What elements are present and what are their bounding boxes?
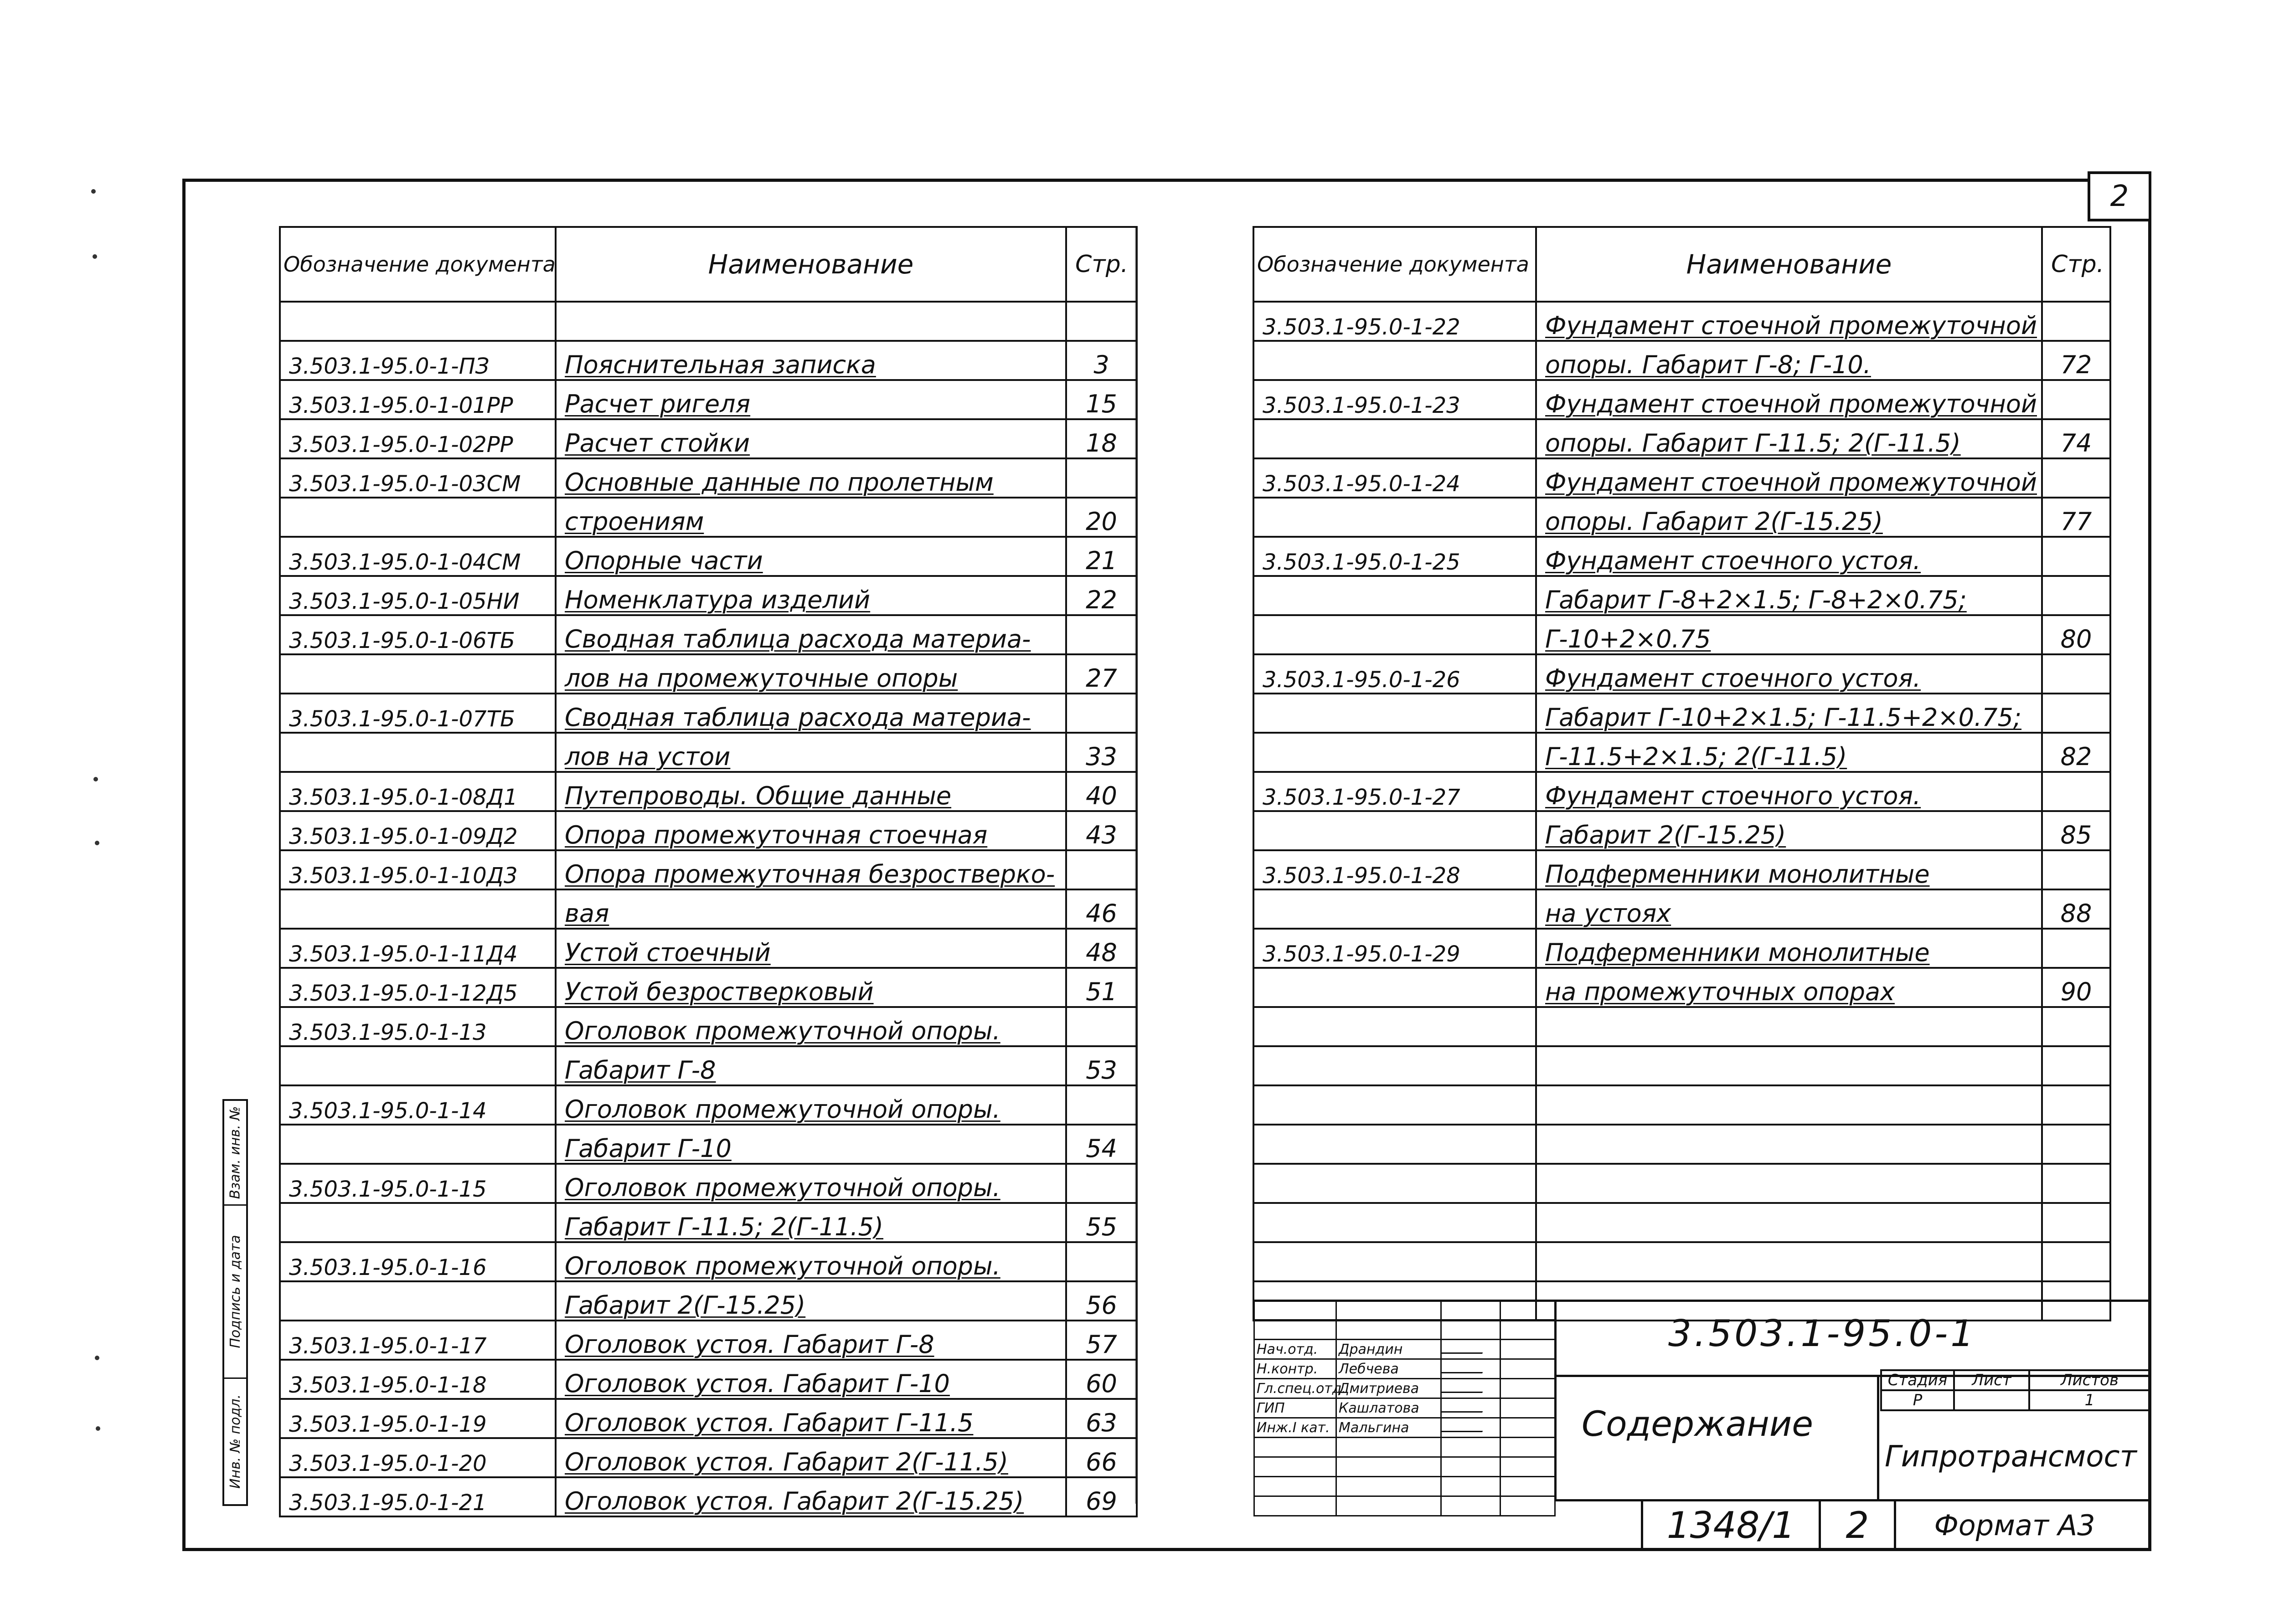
- document-name: Оголовок промежуточной опоры.: [556, 1007, 1066, 1046]
- document-name: опоры. Габарит Г-11.5; 2(Г-11.5): [1536, 419, 2042, 458]
- page-number: [2042, 1242, 2110, 1281]
- page-number: [2042, 694, 2110, 733]
- document-name: лов на промежуточные опоры: [556, 654, 1066, 694]
- document-code: 3.503.1-95.0-1-23: [1253, 380, 1536, 419]
- page-number: 46: [1066, 889, 1137, 929]
- document-code: [1253, 694, 1536, 733]
- page-number: 48: [1066, 929, 1137, 968]
- document-name: на устоях: [1536, 889, 2042, 929]
- page-number: [2042, 302, 2110, 341]
- document-code: 3.503.1-95.0-1-22: [1253, 302, 1536, 341]
- stage-header: Стадия: [1881, 1370, 1954, 1390]
- table-row: [1253, 968, 2110, 1007]
- document-name: [1536, 1046, 2042, 1085]
- page-number: [2042, 654, 2110, 694]
- table-row: [280, 302, 1137, 341]
- document-code: [280, 733, 556, 772]
- page-number: 43: [1066, 811, 1137, 850]
- table-row: [1253, 850, 2110, 889]
- page-number: 40: [1066, 772, 1137, 811]
- document-name: [1536, 1164, 2042, 1203]
- page-number: 51: [1066, 968, 1137, 1007]
- table-row: [280, 458, 1137, 498]
- table-row: [1253, 498, 2110, 537]
- table-row: [280, 889, 1137, 929]
- table-row: [1253, 733, 2110, 772]
- table-row: [280, 1164, 1137, 1203]
- table-row: [280, 1125, 1137, 1164]
- document-code: [1253, 1164, 1536, 1203]
- page-number: [2042, 458, 2110, 498]
- table-row: [1253, 694, 2110, 733]
- document-name: Фундамент стоечного устоя.: [1536, 537, 2042, 576]
- contents-table-right: [1253, 226, 2111, 1321]
- document-name: Сводная таблица расхода материа-: [556, 694, 1066, 733]
- document-name: Оголовок устоя. Габарит Г-11.5: [556, 1399, 1066, 1438]
- scan-speck: [91, 189, 96, 194]
- page-number: [1066, 1242, 1137, 1281]
- table-row: [280, 1085, 1137, 1125]
- document-code: 3.503.1-95.0-1-01РР: [280, 380, 556, 419]
- contents-rows-right: [1253, 302, 2110, 1321]
- document-name: Расчет ригеля: [556, 380, 1066, 419]
- document-name: Габарит Г-8+2×1.5; Г-8+2×0.75;: [1536, 576, 2042, 615]
- side-label-signature-date: Подпись и дата: [224, 1206, 246, 1379]
- document-code: 3.503.1-95.0-1-21: [280, 1477, 556, 1516]
- person-name: Кашлатова: [1336, 1398, 1441, 1418]
- page-number: [1066, 302, 1137, 341]
- document-name: Пояснительная записка: [556, 341, 1066, 380]
- page-number: 69: [1066, 1477, 1137, 1516]
- table-row: [280, 654, 1137, 694]
- document-name: вая: [556, 889, 1066, 929]
- document-code: [1253, 1203, 1536, 1242]
- person-name: Лебчева: [1336, 1359, 1441, 1379]
- role-label: Нач.отд.: [1254, 1340, 1336, 1359]
- document-code: [1253, 968, 1536, 1007]
- document-name: Габарит Г-8: [556, 1046, 1066, 1085]
- table-row: [280, 1281, 1137, 1321]
- page-number: 56: [1066, 1281, 1137, 1321]
- document-name: Оголовок устоя. Габарит Г-10: [556, 1360, 1066, 1399]
- document-code: 3.503.1-95.0-1-25: [1253, 537, 1536, 576]
- document-name: опоры. Габарит 2(Г-15.25): [1536, 498, 2042, 537]
- document-code: [280, 889, 556, 929]
- document-name: [1536, 1125, 2042, 1164]
- contents-table-left: [279, 226, 1138, 1517]
- role-label: Гл.спец.отд.: [1254, 1379, 1336, 1398]
- document-code: 3.503.1-95.0-1-14: [280, 1085, 556, 1125]
- page-number: 54: [1066, 1125, 1137, 1164]
- bottom-sheet-number: 2: [1819, 1499, 1896, 1551]
- table-row: [280, 615, 1137, 654]
- table-row: [1253, 929, 2110, 968]
- document-name: Оголовок устоя. Габарит Г-8: [556, 1321, 1066, 1360]
- document-name: Оголовок устоя. Габарит 2(Г-15.25): [556, 1477, 1066, 1516]
- page-number: [1066, 615, 1137, 654]
- scan-speck: [93, 777, 98, 781]
- table-row: [1253, 1164, 2110, 1203]
- table-row: [280, 811, 1137, 850]
- document-name: Фундамент стоечного устоя.: [1536, 772, 2042, 811]
- page-number: 74: [2042, 419, 2110, 458]
- sheet-value: [1954, 1390, 2029, 1410]
- page-number: [2042, 929, 2110, 968]
- page-number: 66: [1066, 1438, 1137, 1477]
- table-row: [1253, 1125, 2110, 1164]
- page-number: [1066, 694, 1137, 733]
- document-name: Габарит 2(Г-15.25): [1536, 811, 2042, 850]
- document-name: Оголовок промежуточной опоры.: [556, 1164, 1066, 1203]
- document-name: Фундамент стоечной промежуточной: [1536, 380, 2042, 419]
- table-row: [280, 772, 1137, 811]
- document-code: [1253, 498, 1536, 537]
- page-number: 88: [2042, 889, 2110, 929]
- page-number: [2042, 772, 2110, 811]
- table-header-row: [280, 227, 1137, 302]
- document-name: Фундамент стоечной промежуточной: [1536, 458, 2042, 498]
- page-number: [2042, 1046, 2110, 1085]
- table-row: [280, 341, 1137, 380]
- document-name: Устой безростверковый: [556, 968, 1066, 1007]
- table-row: [280, 1046, 1137, 1085]
- page-number: [2042, 537, 2110, 576]
- page-number: [2042, 1203, 2110, 1242]
- document-name: Подферменники монолитные: [1536, 850, 2042, 889]
- document-code: 3.503.1-95.0-1-12Д5: [280, 968, 556, 1007]
- table-row: [280, 1242, 1137, 1281]
- table-row: [1253, 380, 2110, 419]
- document-code: 3.503.1-95.0-1-06ТБ: [280, 615, 556, 654]
- column-header-name: Наименование: [1536, 227, 2042, 302]
- table-row: [280, 537, 1137, 576]
- document-code: 3.503.1-95.0-1-11Д4: [280, 929, 556, 968]
- table-row: [280, 968, 1137, 1007]
- table-row: [280, 1007, 1137, 1046]
- page-number: 80: [2042, 615, 2110, 654]
- document-name: Фундамент стоечной промежуточной: [1536, 302, 2042, 341]
- sheets-header: Листов: [2029, 1370, 2150, 1390]
- table-row: [280, 419, 1137, 458]
- table-row: [1253, 889, 2110, 929]
- page-number: 90: [2042, 968, 2110, 1007]
- document-code: [1253, 1242, 1536, 1281]
- role-label: Н.контр.: [1254, 1359, 1336, 1379]
- page-number: [2042, 380, 2110, 419]
- document-name: Габарит Г-10+2×1.5; Г-11.5+2×0.75;: [1536, 694, 2042, 733]
- document-code: 3.503.1-95.0-1-13: [280, 1007, 556, 1046]
- page-number: [1066, 850, 1137, 889]
- table-row: [1253, 537, 2110, 576]
- paper-format: Формат А3: [1934, 1508, 2095, 1542]
- table-row: [1253, 419, 2110, 458]
- document-name: Подферменники монолитные: [1536, 929, 2042, 968]
- table-row: [1253, 811, 2110, 850]
- scan-speck: [93, 254, 97, 259]
- document-name: Основные данные по пролетным: [556, 458, 1066, 498]
- document-name: Г-11.5+2×1.5; 2(Г-11.5): [1536, 733, 2042, 772]
- table-row: [1253, 576, 2110, 615]
- document-code: [1253, 1046, 1536, 1085]
- table-row: [280, 380, 1137, 419]
- page-number: [2042, 1085, 2110, 1125]
- document-code: 3.503.1-95.0-1-29: [1253, 929, 1536, 968]
- column-header-name: Наименование: [556, 227, 1066, 302]
- table-row: [280, 498, 1137, 537]
- table-header-row: [1253, 227, 2110, 302]
- page-number: 55: [1066, 1203, 1137, 1242]
- document-name: Расчет стойки: [556, 419, 1066, 458]
- document-code: 3.503.1-95.0-1-ПЗ: [280, 341, 556, 380]
- document-name: [1536, 1203, 2042, 1242]
- table-row: [1253, 1007, 2110, 1046]
- document-code: [1253, 341, 1536, 380]
- document-code: [280, 1203, 556, 1242]
- table-row: [1253, 1085, 2110, 1125]
- document-code: 3.503.1-95.0-1-24: [1253, 458, 1536, 498]
- document-code: 3.503.1-95.0-1-18: [280, 1360, 556, 1399]
- table-row: [1253, 615, 2110, 654]
- side-label-inv-number: Инв. № подл.: [227, 1394, 243, 1489]
- bottom-info-block: [1641, 1499, 2151, 1551]
- document-name: Оголовок промежуточной опоры.: [556, 1085, 1066, 1125]
- document-code: 3.503.1-95.0-1-08Д1: [280, 772, 556, 811]
- table-row: [280, 929, 1137, 968]
- document-name: [1536, 1085, 2042, 1125]
- page-number: [2042, 576, 2110, 615]
- table-row: [1253, 1046, 2110, 1085]
- page-number: [1066, 1085, 1137, 1125]
- document-name: Устой стоечный: [556, 929, 1066, 968]
- page-number: [1066, 458, 1137, 498]
- page-number: [2042, 1007, 2110, 1046]
- document-code: [1253, 889, 1536, 929]
- document-name: Сводная таблица расхода материа-: [556, 615, 1066, 654]
- document-name: [1536, 1007, 2042, 1046]
- document-code: [280, 498, 556, 537]
- document-name: Оголовок промежуточной опоры.: [556, 1242, 1066, 1281]
- approval-side-strip: [222, 1099, 248, 1506]
- document-code: 3.503.1-95.0-1-02РР: [280, 419, 556, 458]
- document-title: Содержание: [1582, 1403, 1813, 1444]
- page-number: [2042, 1164, 2110, 1203]
- document-name: Габарит Г-10: [556, 1125, 1066, 1164]
- document-code: [280, 1046, 556, 1085]
- page-number: 57: [1066, 1321, 1137, 1360]
- page-number: 18: [1066, 419, 1137, 458]
- person-name: Дмитриева: [1336, 1379, 1441, 1398]
- column-header-code: Обозначение документа: [280, 227, 556, 302]
- side-label-replaced-inv: Взам. инв. №: [224, 1101, 246, 1206]
- person-name: Драндин: [1336, 1340, 1441, 1359]
- document-name: Опорные части: [556, 537, 1066, 576]
- contents-rows-left: [280, 302, 1137, 1516]
- document-code: [280, 302, 556, 341]
- page-number: 15: [1066, 380, 1137, 419]
- document-code: [1253, 1085, 1536, 1125]
- organization-name: Гипротрансмост: [1885, 1440, 2137, 1474]
- document-code: 3.503.1-95.0-1-03СМ: [280, 458, 556, 498]
- document-name: Оголовок устоя. Габарит 2(Г-11.5): [556, 1438, 1066, 1477]
- role-label: ГИП: [1254, 1398, 1336, 1418]
- column-header-code: Обозначение документа: [1253, 227, 1536, 302]
- page-number: [2042, 850, 2110, 889]
- sheet-number: 2: [2088, 171, 2151, 221]
- document-name: [556, 302, 1066, 341]
- document-code: [280, 1125, 556, 1164]
- page-number: 72: [2042, 341, 2110, 380]
- document-code: 3.503.1-95.0-1-09Д2: [280, 811, 556, 850]
- table-row: [280, 1399, 1137, 1438]
- person-name: Мальгина: [1336, 1418, 1441, 1438]
- column-header-page: Стр.: [2042, 227, 2110, 302]
- page-number: [2042, 1125, 2110, 1164]
- document-designation: 3.503.1-95.0-1: [1668, 1312, 1977, 1355]
- column-header-page: Стр.: [1066, 227, 1137, 302]
- stage-value: Р: [1881, 1390, 1954, 1410]
- table-row: [280, 1360, 1137, 1399]
- page-number: [1066, 1164, 1137, 1203]
- document-code: [1253, 615, 1536, 654]
- document-code: 3.503.1-95.0-1-26: [1253, 654, 1536, 694]
- document-name: Номенклатура изделий: [556, 576, 1066, 615]
- sheets-value: 1: [2029, 1390, 2150, 1410]
- document-code: 3.503.1-95.0-1-19: [280, 1399, 556, 1438]
- document-name: лов на устои: [556, 733, 1066, 772]
- document-name: Г-10+2×0.75: [1536, 615, 2042, 654]
- page-number: 33: [1066, 733, 1137, 772]
- page-number: 20: [1066, 498, 1137, 537]
- document-code: [280, 654, 556, 694]
- scan-speck: [95, 1356, 99, 1360]
- table-row: [1253, 654, 2110, 694]
- document-code: 3.503.1-95.0-1-27: [1253, 772, 1536, 811]
- document-code: [1253, 1125, 1536, 1164]
- page-number: 77: [2042, 498, 2110, 537]
- table-row: [280, 694, 1137, 733]
- document-code: [280, 1281, 556, 1321]
- scan-speck: [95, 841, 99, 845]
- document-code: 3.503.1-95.0-1-07ТБ: [280, 694, 556, 733]
- table-row: [280, 576, 1137, 615]
- document-name: Опора промежуточная безростверко-: [556, 850, 1066, 889]
- page-number: 63: [1066, 1399, 1137, 1438]
- table-row: [1253, 1242, 2110, 1281]
- document-code: 3.503.1-95.0-1-05НИ: [280, 576, 556, 615]
- document-name: Опора промежуточная стоечная: [556, 811, 1066, 850]
- document-name: [1536, 1242, 2042, 1281]
- table-row: [1253, 1203, 2110, 1242]
- document-code: [1253, 576, 1536, 615]
- stage-table: [1880, 1369, 2151, 1411]
- document-code: 3.503.1-95.0-1-20: [280, 1438, 556, 1477]
- document-code: 3.503.1-95.0-1-10Д3: [280, 850, 556, 889]
- page-number: 85: [2042, 811, 2110, 850]
- page-number: 27: [1066, 654, 1137, 694]
- table-row: [280, 1477, 1137, 1516]
- document-code: [1253, 811, 1536, 850]
- table-row: [280, 1321, 1137, 1360]
- page-number: 3: [1066, 341, 1137, 380]
- document-code: [1253, 1007, 1536, 1046]
- page-number: [1066, 1007, 1137, 1046]
- table-row: [1253, 458, 2110, 498]
- document-code: [1253, 733, 1536, 772]
- document-code: 3.503.1-95.0-1-28: [1253, 850, 1536, 889]
- document-name: Габарит Г-11.5; 2(Г-11.5): [556, 1203, 1066, 1242]
- role-label: Инж.I кат.: [1254, 1418, 1336, 1438]
- document-code: 3.503.1-95.0-1-16: [280, 1242, 556, 1281]
- table-row: [1253, 302, 2110, 341]
- document-name: на промежуточных опорах: [1536, 968, 2042, 1007]
- table-row: [280, 1438, 1137, 1477]
- page-number: 53: [1066, 1046, 1137, 1085]
- page-number: 21: [1066, 537, 1137, 576]
- table-row: [280, 1203, 1137, 1242]
- document-name: Путепроводы. Общие данные: [556, 772, 1066, 811]
- document-name: Габарит 2(Г-15.25): [556, 1281, 1066, 1321]
- scan-speck: [96, 1426, 100, 1431]
- document-code: [1253, 419, 1536, 458]
- table-row: [1253, 341, 2110, 380]
- table-row: [280, 733, 1137, 772]
- document-code: 3.503.1-95.0-1-17: [280, 1321, 556, 1360]
- table-row: [280, 850, 1137, 889]
- page-number: 22: [1066, 576, 1137, 615]
- table-row: [1253, 772, 2110, 811]
- document-name: опоры. Габарит Г-8; Г-10.: [1536, 341, 2042, 380]
- document-code: 3.503.1-95.0-1-15: [280, 1164, 556, 1203]
- document-name: Фундамент стоечного устоя.: [1536, 654, 2042, 694]
- document-code: 3.503.1-95.0-1-04СМ: [280, 537, 556, 576]
- document-name: строениям: [556, 498, 1066, 537]
- page-number: 82: [2042, 733, 2110, 772]
- inventory-number: 1348/1: [1641, 1499, 1819, 1551]
- sheet-header: Лист: [1954, 1370, 2029, 1390]
- page-number: 60: [1066, 1360, 1137, 1399]
